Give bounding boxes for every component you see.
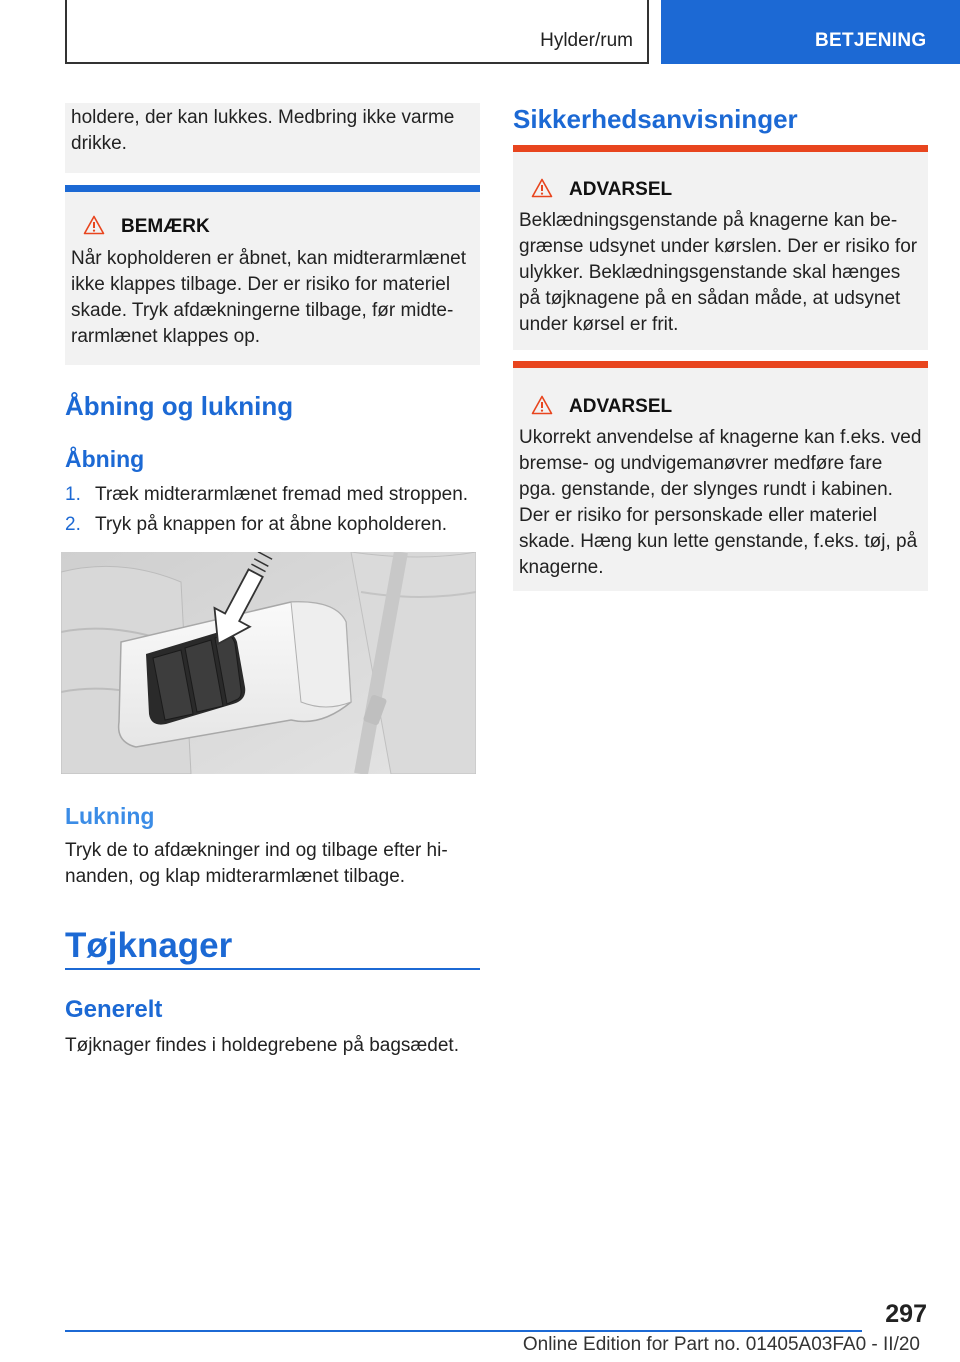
note-line: skade. Tryk afdækningerne tilbage, før midte-: [71, 300, 454, 321]
warning-line: pga. genstande, der slynges rundt i kabinen.: [519, 479, 893, 500]
armrest-cupholder-photo: [61, 552, 476, 774]
warning-line: på tøjknagene på en sådan måde, at udsynet: [519, 288, 901, 309]
heading-hooks: Tøjknager: [65, 926, 233, 965]
heading-open-close: Åbning og lukning: [65, 391, 294, 421]
warning-box: [513, 361, 928, 591]
warning-line: ulykker. Beklædningsgenstande skal hænges: [519, 262, 901, 283]
list-item: [65, 480, 480, 510]
warning-line: grænse udsynet under kørslen. Der er risiko for: [519, 236, 918, 257]
step-text: Træk midterarmlænet fremad med stroppen.: [95, 484, 469, 505]
intro-line: holdere, der kan lukkes. Medbring ikke varme: [71, 107, 455, 128]
warning-line: Ukorrekt anvendelse af knagerne kan f.eks. ved: [519, 427, 922, 448]
warning-triangle-icon: [531, 395, 553, 420]
note-text: [71, 246, 474, 350]
page-number: 297: [885, 1300, 927, 1328]
warning-line: skade. Hæng kun lette genstande, f.eks. tøj, på: [519, 531, 918, 552]
general-text: Tøjknager findes i holdegrebene på bagsædet.: [65, 1035, 459, 1056]
step-text: Tryk på knappen for at åbne kopholderen.: [95, 514, 448, 535]
header-section-box: [65, 0, 649, 64]
warning-triangle-icon: [83, 215, 105, 240]
note-box: [65, 185, 480, 365]
step-number: 1.: [65, 484, 81, 505]
close-line: nanden, og klap midterarmlænet tilbage.: [65, 866, 406, 887]
note-label: BEMÆRK: [121, 216, 210, 237]
heading-close: Lukning: [65, 803, 155, 829]
note-line: rarmlænet klappes op.: [71, 326, 261, 347]
heading-open: Åbning: [65, 446, 145, 472]
heading-underline: [65, 968, 480, 970]
warning-line: Der er risiko for personskade eller materiel: [519, 505, 877, 526]
warning-line: knagerne.: [519, 557, 604, 578]
heading-general: Generelt: [65, 996, 163, 1023]
warning-box: [513, 145, 928, 350]
steps-list: [65, 480, 480, 540]
heading-safety: Sikkerhedsanvisninger: [513, 104, 798, 134]
warning-label: ADVARSEL: [569, 396, 673, 417]
close-line: Tryk de to afdækninger ind og tilbage efter hi-: [65, 840, 448, 861]
note-line: Når kopholderen er åbnet, kan midterarmlænet: [71, 248, 466, 269]
warning-label: ADVARSEL: [569, 179, 673, 200]
footer-rule: [65, 1330, 862, 1332]
warning-line: bremse- og undvigemanøvrer medføre fare: [519, 453, 883, 474]
header-chapter-title: BETJENING: [815, 30, 927, 51]
warning-text: [519, 208, 922, 338]
step-number: 2.: [65, 514, 81, 535]
header-chapter-tab: [661, 0, 960, 64]
warning-line: under kørsel er frit.: [519, 314, 679, 335]
footer-edition: Online Edition for Part no. 01405A03FA0 - II/20: [522, 1334, 920, 1355]
warning-line: Beklædningsgenstande på knagerne kan be-: [519, 210, 898, 231]
close-text: [65, 838, 480, 890]
intro-line: drikke.: [71, 133, 127, 154]
header-section-title: Hylder/rum: [540, 30, 633, 51]
warning-text: [519, 425, 922, 581]
list-item: [65, 510, 480, 540]
note-line: ikke klappes tilbage. Der er risiko for materiel: [71, 274, 451, 295]
warning-triangle-icon: [531, 178, 553, 203]
intro-continued-box: [65, 103, 480, 173]
